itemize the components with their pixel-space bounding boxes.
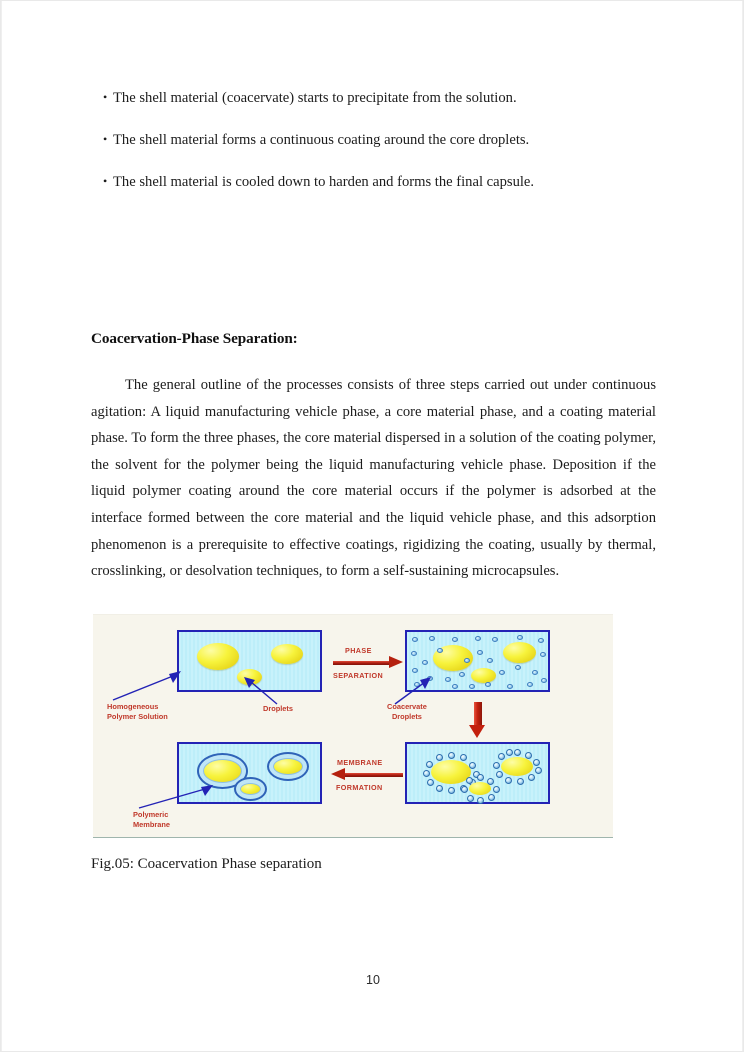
- callout-line-1: Polymeric: [133, 810, 169, 819]
- callout-line-2: Membrane: [133, 819, 170, 829]
- coacervate-bead: [467, 795, 474, 802]
- coacervate-dot: [429, 636, 435, 641]
- coacervate-bead: [528, 774, 535, 781]
- coacervate-bead: [436, 754, 443, 761]
- arrow-head: [389, 656, 403, 668]
- coacervate-dot: [515, 665, 521, 670]
- coacervate-bead: [493, 762, 500, 769]
- coacervate-dot: [541, 678, 547, 683]
- arrow-label-membrane: MEMBRANE: [337, 758, 383, 767]
- coacervate-dot: [492, 637, 498, 642]
- coated-droplet: [495, 751, 539, 782]
- arrow-label-separation: SEPARATION: [333, 671, 384, 680]
- coacervate-bead: [525, 752, 532, 759]
- leader-line-polymeric-membrane: [133, 784, 225, 812]
- coacervate-bead: [436, 785, 443, 792]
- coacervate-bead: [477, 797, 484, 804]
- coacervate-bead: [487, 778, 494, 785]
- coacervate-bead: [460, 754, 467, 761]
- droplet-core: [501, 757, 533, 776]
- coacervate-dot: [538, 638, 544, 643]
- coacervate-bead: [505, 777, 512, 784]
- figure-canvas: [93, 614, 613, 838]
- coacervate-bead: [427, 779, 434, 786]
- coacervate-dot: [445, 677, 451, 682]
- coacervate-bead: [506, 749, 513, 756]
- bullet-text: The shell material forms a continuous coating around the core droplets.: [113, 132, 530, 149]
- bullet-text: The shell material (coacervate) starts to precipitate from the solution.: [113, 90, 517, 106]
- membrane-capsule: [234, 777, 267, 801]
- coacervate-bead: [498, 753, 505, 760]
- coacervate-bead: [493, 786, 500, 793]
- callout-coacervate-droplets: [387, 702, 427, 721]
- coacervate-bead: [448, 752, 455, 759]
- callout-line-2: Polymer Solution: [107, 711, 168, 721]
- coacervate-dot: [485, 682, 491, 687]
- coacervate-dot: [487, 658, 493, 663]
- capsule-core: [273, 758, 303, 775]
- droplet-shape: [197, 643, 239, 670]
- arrow-shaft: [344, 773, 403, 777]
- bullet-point-icon: •: [103, 132, 108, 147]
- capsule-core: [240, 783, 261, 795]
- page-left-edge: [1, 1, 2, 1051]
- coacervate-bead: [469, 762, 476, 769]
- figure-caption: Fig.05: Coacervation Phase separation: [91, 856, 322, 872]
- arrow-shaft: [474, 702, 482, 726]
- coacervate-bead: [488, 794, 495, 801]
- coacervate-bead: [514, 749, 521, 756]
- capsule-core: [203, 759, 242, 783]
- panel-coated-droplets: [405, 742, 550, 804]
- coacervate-dot: [464, 658, 470, 663]
- list-item: [103, 89, 657, 107]
- coacervate-bead: [466, 777, 473, 784]
- callout-homogeneous-polymer-solution: [107, 702, 168, 721]
- coacervate-bead: [423, 770, 430, 777]
- callout-line-1: Coacervate: [387, 702, 427, 711]
- droplet-shape: [471, 668, 496, 683]
- list-item: [103, 173, 657, 191]
- coacervate-dot: [469, 684, 475, 689]
- coacervate-dot: [452, 637, 458, 642]
- coacervate-dot: [437, 648, 443, 653]
- coacervate-dot: [540, 652, 546, 657]
- coated-droplet: [463, 776, 497, 801]
- arrow-phase-separation: [333, 659, 403, 666]
- droplet-shape: [271, 644, 303, 664]
- callout-droplets: Droplets: [263, 704, 293, 713]
- arrow-head: [469, 725, 485, 738]
- droplet-shape: [503, 642, 536, 663]
- callout-polymeric-membrane: [133, 810, 170, 829]
- coacervate-bead: [477, 774, 484, 781]
- coacervate-dot: [507, 684, 513, 689]
- bullet-point-icon: •: [103, 174, 108, 189]
- figure-coacervation-phase-separation: [93, 614, 613, 838]
- coacervate-bead: [426, 761, 433, 768]
- coacervate-dot: [459, 672, 465, 677]
- coacervate-dot: [412, 668, 418, 673]
- coacervate-bead: [461, 786, 468, 793]
- coacervate-bead: [448, 787, 455, 794]
- coacervate-dot: [412, 637, 418, 642]
- membrane-capsule: [267, 752, 309, 781]
- coacervate-bead: [517, 778, 524, 785]
- coacervate-dot: [475, 636, 481, 641]
- callout-line-2: Droplets: [391, 711, 422, 721]
- page-number: 10: [366, 973, 380, 987]
- bullet-list: [103, 89, 657, 216]
- arrow-label-phase: PHASE: [345, 646, 372, 655]
- coacervate-dot: [499, 670, 505, 675]
- section-heading: Coacervation-Phase Separation:: [91, 330, 298, 347]
- leader-line-homogeneous-polymer-solution: [107, 670, 193, 704]
- bullet-text: The shell material is cooled down to harden and forms the final capsule.: [113, 174, 535, 191]
- coacervate-bead: [533, 759, 540, 766]
- arrow-membrane-formation: [331, 771, 403, 778]
- arrow-head: [331, 768, 345, 780]
- coacervate-dot: [452, 684, 458, 689]
- coacervate-dot: [411, 651, 417, 656]
- coacervate-dot: [477, 650, 483, 655]
- coacervate-dot: [422, 660, 428, 665]
- body-paragraph: The general outline of the processes consists of three steps carried out under continuous agitation: A liquid manufacturing vehicle phase, a core material phase, and a coating material phase. To form the three phases, the core material dispersed in a solution of the coating polymer, the solvent for the polymer being the liquid manufacturing vehicle phase. Deposition if the liquid polymer coating around the core material occurs if the polymer is adsorbed at the interface formed between the core material and the liquid vehicle phase, and this adsorption phenomenon is a prerequisite to effective coatings, rigidizing the coating, usually by thermal, crosslinking, or desolvation techniques, to form a self-sustaining microcapsules.: [91, 377, 656, 580]
- arrow-shaft: [333, 661, 390, 665]
- bullet-point-icon: •: [103, 90, 108, 104]
- callout-line-1: Homogeneous: [107, 702, 159, 711]
- arrow-label-formation: FORMATION: [336, 783, 383, 792]
- arrow-down-process: [471, 702, 484, 738]
- coacervate-dot: [517, 635, 523, 640]
- leader-line-droplets: [243, 676, 293, 706]
- page-right-edge: [742, 1, 743, 1051]
- list-item: [103, 131, 657, 149]
- coacervate-dot: [532, 670, 538, 675]
- coacervate-dot: [527, 682, 533, 687]
- coacervate-bead: [535, 767, 542, 774]
